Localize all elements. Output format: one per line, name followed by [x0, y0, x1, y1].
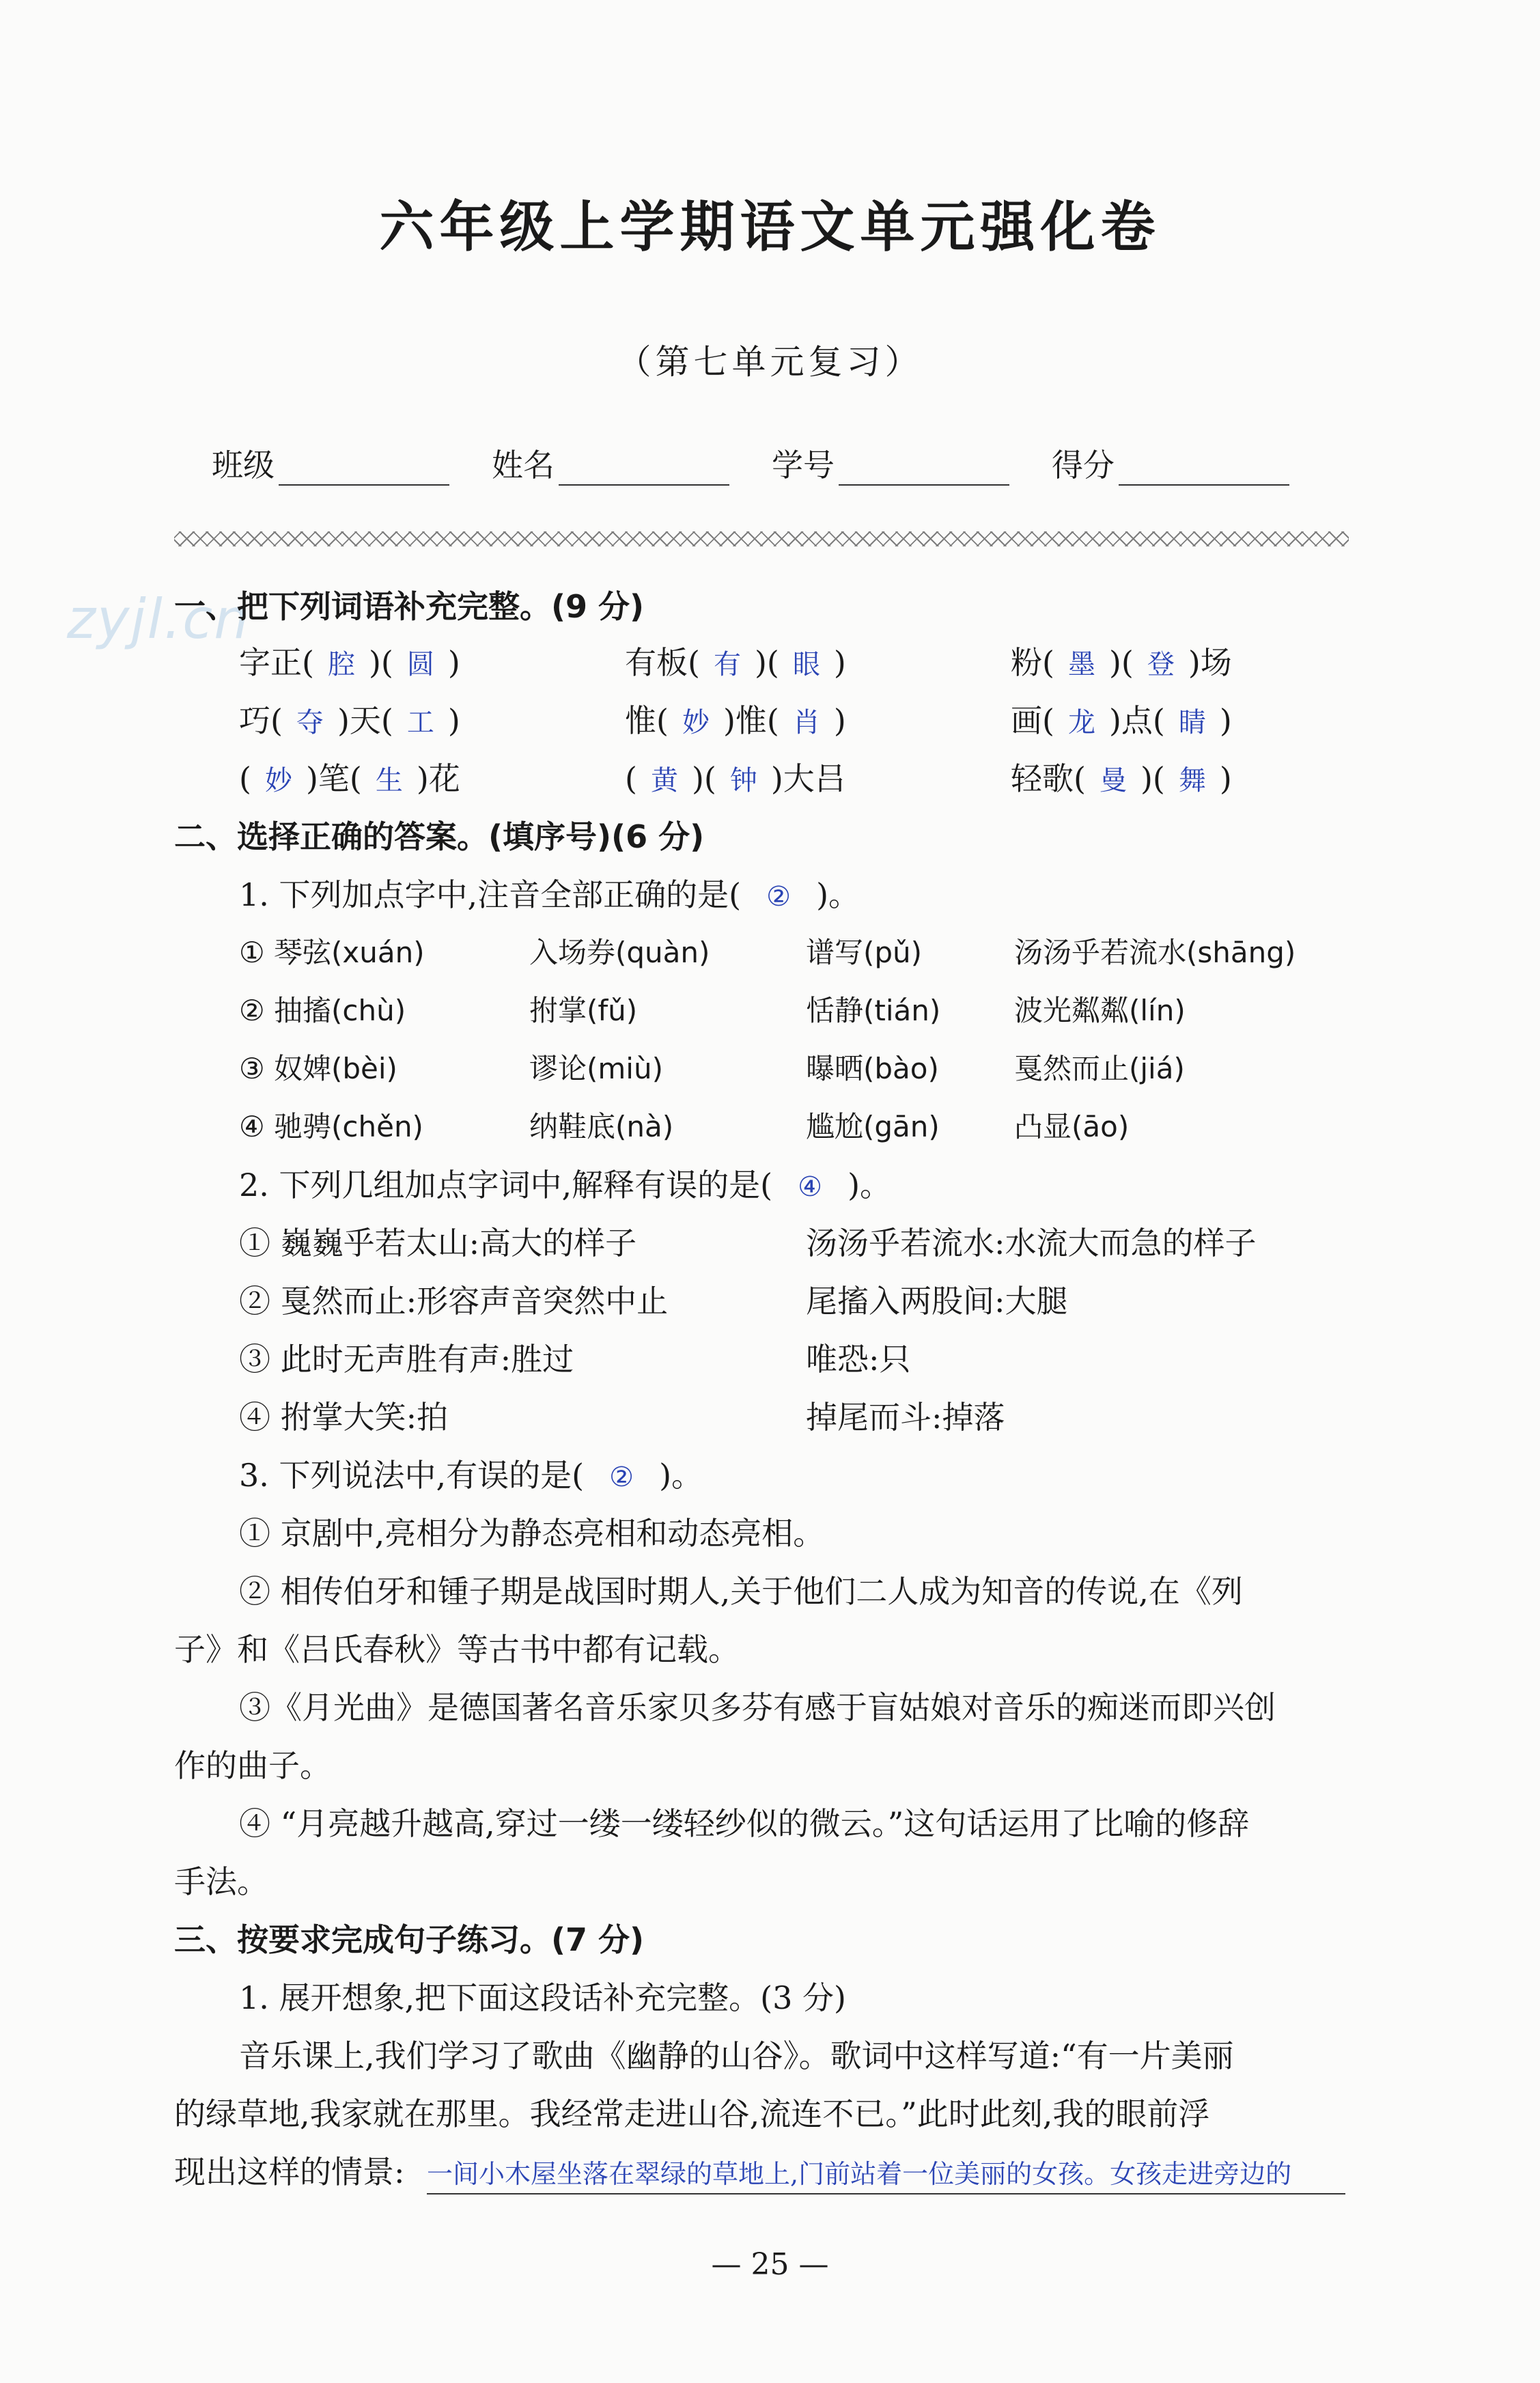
- statement-line: 作的曲子。: [174, 1747, 331, 1784]
- option-cell: 拊掌(fǔ): [529, 994, 638, 1027]
- option-row: ① 琴弦(xuán): [239, 936, 425, 969]
- option-cell: 尴尬(gān): [806, 1110, 940, 1143]
- option-cell: 戛然而止(jiá): [1014, 1052, 1185, 1085]
- wavy-divider: [174, 531, 1349, 546]
- option-row: ③ 此时无声胜有声:胜过: [239, 1341, 574, 1378]
- option-cell: 曝晒(bào): [806, 1052, 939, 1085]
- option-cell: 恬静(tián): [806, 994, 941, 1027]
- option-cell: 谬论(miù): [529, 1052, 663, 1085]
- option-cell: 入场券(quàn): [529, 936, 710, 969]
- student-info-row: [212, 441, 1339, 488]
- idiom-item: ( 妙 )笔( 生 )花: [239, 760, 460, 797]
- statement-line: ③《月光曲》是德国著名音乐家贝多芬有感于盲姑娘对音乐的痴迷而即兴创: [239, 1689, 1276, 1726]
- idiom-item: 巧( 夺 )天( 工 ): [239, 702, 460, 739]
- statement-line: ② 相传伯牙和锺子期是战国时期人,关于他们二人成为知音的传说,在《列: [239, 1573, 1243, 1610]
- class-field[interactable]: 班级: [212, 441, 449, 486]
- section-2-heading: 二、选择正确的答案。(填序号)(6 分): [174, 818, 705, 855]
- option-cell: 唯恐:只: [806, 1341, 911, 1378]
- section-3-heading: 三、按要求完成句子练习。(7 分): [174, 1921, 645, 1958]
- statement-line: 手法。: [174, 1863, 268, 1900]
- page-number: — 25 —: [711, 2247, 829, 2282]
- idiom-item: 轻歌( 曼 )( 舞 ): [1011, 760, 1232, 797]
- idiom-item: 有板( 有 )( 眼 ): [625, 644, 846, 681]
- paragraph-line: 的绿草地,我家就在那里。我经常走进山谷,流连不已。”此时此刻,我的眼前浮: [174, 2095, 1210, 2132]
- section-1-heading: 一、把下列词语补充完整。(9 分): [174, 588, 645, 625]
- option-cell: 波光粼粼(lín): [1014, 994, 1186, 1027]
- question-3-1: 1. 展开想象,把下面这段话补充完整。(3 分): [239, 1979, 846, 2016]
- option-cell: 凸显(āo): [1014, 1110, 1130, 1143]
- idiom-item: 粉( 墨 )( 登 )场: [1011, 644, 1232, 681]
- statement-line: 子》和《吕氏春秋》等古书中都有记载。: [174, 1631, 740, 1668]
- option-row: ① 巍巍乎若太山:高大的样子: [239, 1225, 637, 1262]
- paragraph-line: 现出这样的情景:: [174, 2154, 405, 2190]
- option-row: ② 戛然而止:形容声音突然中止: [239, 1283, 669, 1320]
- option-cell: 谱写(pǔ): [806, 936, 923, 969]
- option-cell: 汤汤乎若流水:水流大而急的样子: [806, 1225, 1257, 1262]
- option-cell: 掉尾而斗:掉落: [806, 1399, 1005, 1436]
- page-title: 六年级上学期语文单元强化卷: [379, 195, 1161, 259]
- number-field[interactable]: 学号: [772, 441, 1009, 486]
- option-row: ③ 奴婢(bèi): [239, 1052, 397, 1085]
- score-field[interactable]: 得分: [1052, 441, 1289, 486]
- idiom-item: 画( 龙 )点( 睛 ): [1011, 702, 1232, 739]
- paragraph-line: 音乐课上,我们学习了歌曲《幽静的山谷》。歌词中这样写道:“有一片美丽: [239, 2037, 1234, 2074]
- question-2-3: 3. 下列说法中,有误的是( ② )。: [239, 1457, 703, 1494]
- option-cell: 纳鞋底(nà): [529, 1110, 674, 1143]
- idiom-item: ( 黄 )( 钟 )大吕: [625, 760, 846, 797]
- handwritten-answer-field[interactable]: 一间小木屋坐落在翠绿的草地上,门前站着一位美丽的女孩。女孩走进旁边的: [427, 2155, 1345, 2194]
- option-row: ② 抽搐(chù): [239, 994, 406, 1027]
- statement-line: ④ “月亮越升越高,穿过一缕一缕轻纱似的微云。”这句话运用了比喻的修辞: [239, 1805, 1250, 1842]
- question-2-1: 1. 下列加点字中,注音全部正确的是( ② )。: [239, 876, 860, 913]
- option-cell: 汤汤乎若流水(shāng): [1014, 936, 1296, 969]
- page-subtitle: （第七单元复习）: [617, 342, 923, 382]
- name-field[interactable]: 姓名: [492, 441, 729, 486]
- option-row: ④ 拊掌大笑:拍: [239, 1399, 449, 1436]
- option-cell: 尾搐入两股间:大腿: [806, 1283, 1068, 1320]
- option-row: ④ 驰骋(chěn): [239, 1110, 423, 1143]
- idiom-item: 惟( 妙 )惟( 肖 ): [625, 702, 846, 739]
- statement-line: ① 京剧中,亮相分为静态亮相和动态亮相。: [239, 1515, 825, 1552]
- watermark: zyjl.cn: [67, 587, 250, 651]
- idiom-item: 字正( 腔 )( 圆 ): [239, 644, 460, 681]
- question-2-2: 2. 下列几组加点字词中,解释有误的是( ④ )。: [239, 1167, 892, 1203]
